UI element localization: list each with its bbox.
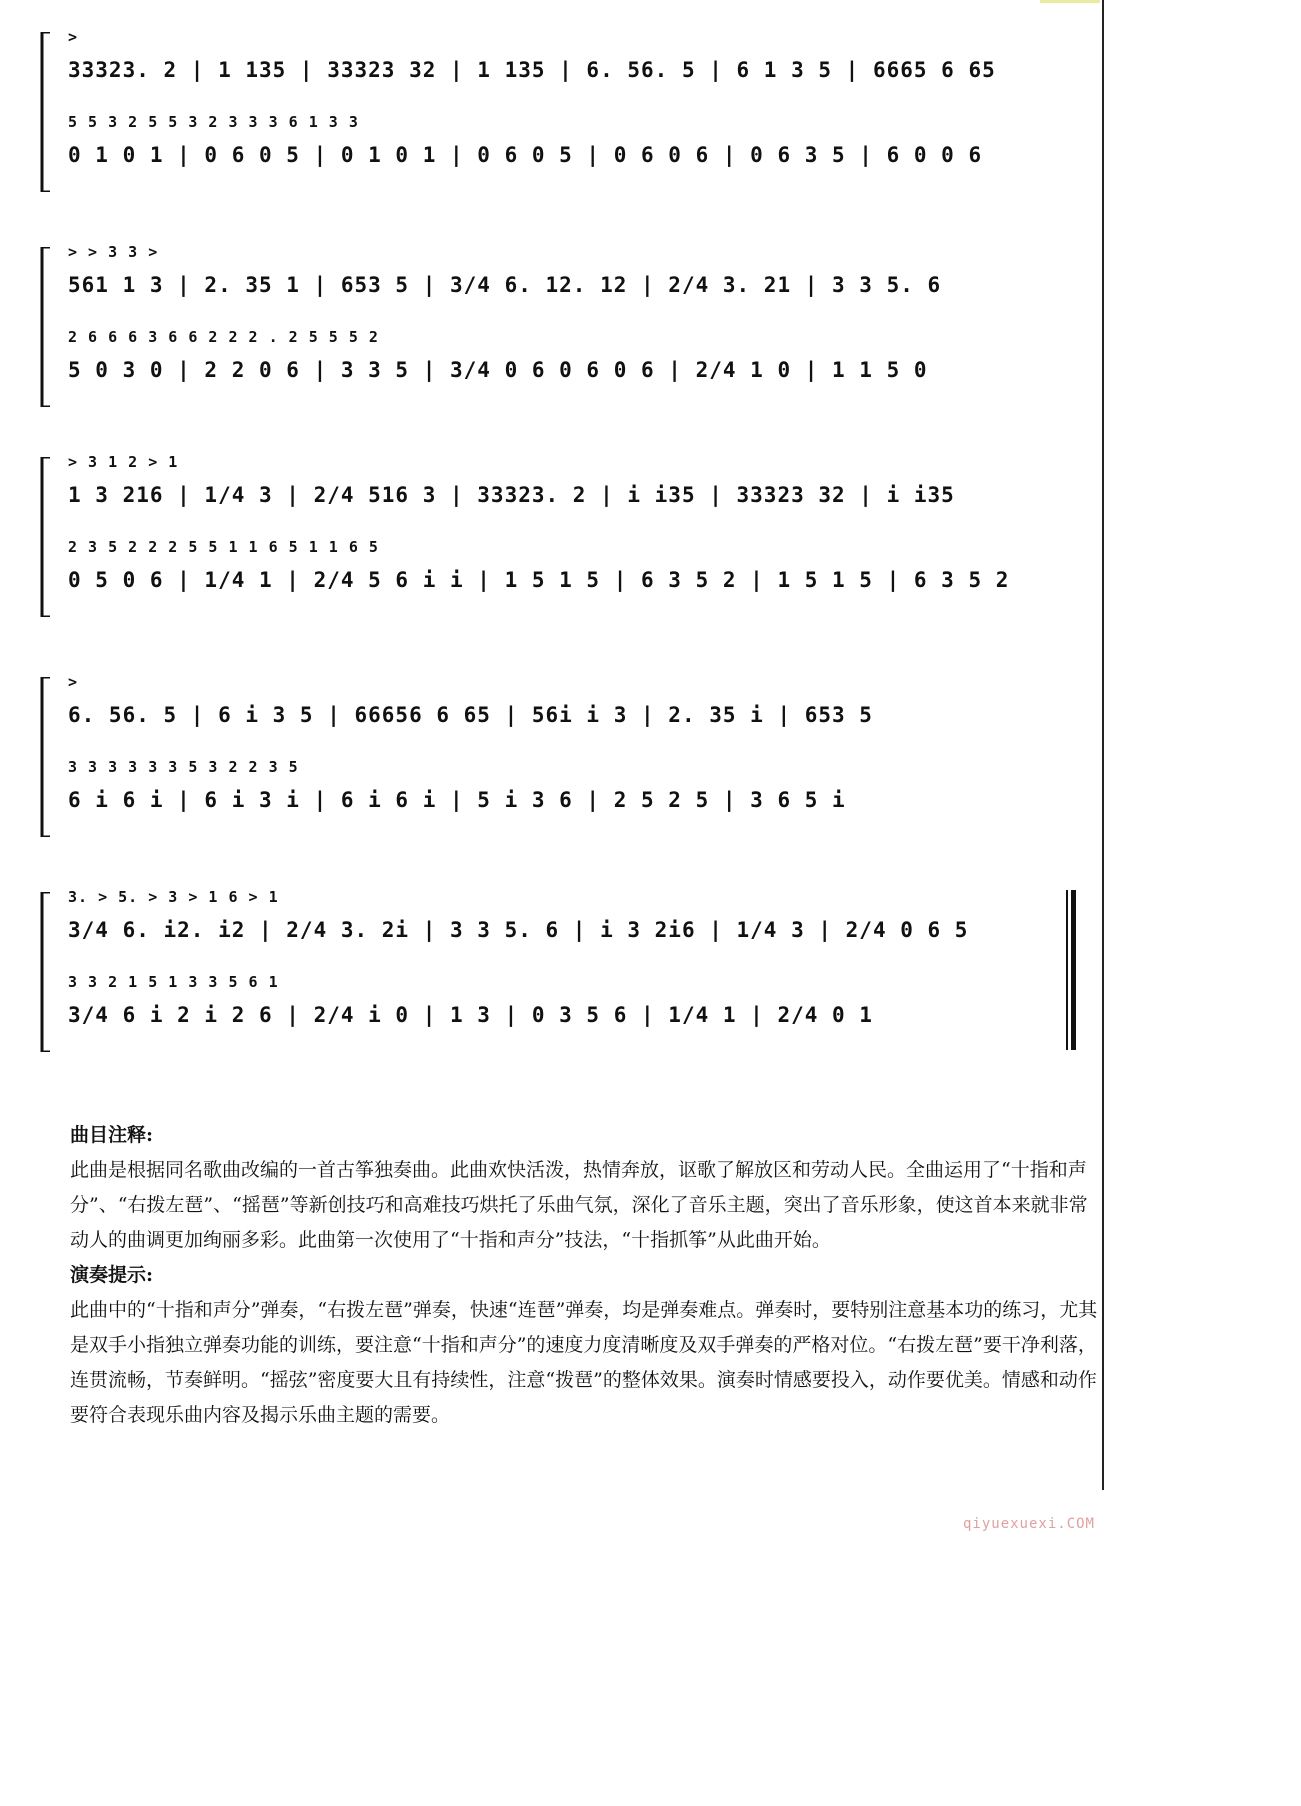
- system-brace: [38, 892, 52, 1052]
- annotation-title: 曲目注释:: [70, 1124, 154, 1146]
- upper-staff-notes: 33323. 2 | 1 135 | 33323 32 | 1 135 | 6. 56. 5 | 6 1 3 5 | 6665 6 65: [68, 58, 996, 82]
- upper-marks: > 3 1 2 > 1: [68, 453, 179, 471]
- lower-staff-row: [60, 750, 1088, 830]
- system-brace: [38, 457, 52, 617]
- top-edge-mark: [1040, 0, 1100, 3]
- final-barline-thin: [1066, 890, 1068, 1050]
- lower-staff-notes: 5 0 3 0 | 2 2 0 6 | 3 3 5 | 3/4 0 6 0 6 0 6 | 2/4 1 0 | 1 1 5 0: [68, 358, 928, 382]
- upper-marks: >: [68, 28, 79, 46]
- upper-staff-row: [60, 665, 1088, 745]
- system-brace: [38, 677, 52, 837]
- site-watermark: qiyuexuexi.COM: [962, 1516, 1095, 1532]
- upper-staff-notes: 6. 56. 5 | 6 i 3 5 | 66656 6 65 | 56i i 3 | 2. 35 i | 653 5: [68, 703, 873, 727]
- score-system: [38, 880, 1088, 1065]
- lower-staff-notes: 0 5 0 6 | 1/4 1 | 2/4 5 6 i i | 1 5 1 5 | 6 3 5 2 | 1 5 1 5 | 6 3 5 2: [68, 568, 1010, 592]
- score-system: [38, 445, 1088, 630]
- lower-marks: 3 3 2 1 5 1 3 3 5 6 1: [68, 973, 279, 991]
- lower-marks: 2 3 5 2 2 2 5 5 1 1 6 5 1 1 6 5: [68, 538, 379, 556]
- score-system: [38, 20, 1088, 205]
- lower-staff-notes: 3/4 6 i 2 i 2 6 | 2/4 i 0 | 1 3 | 0 3 5 6 | 1/4 1 | 2/4 0 1: [68, 1003, 873, 1027]
- system-brace: [38, 247, 52, 407]
- tips-title: 演奏提示:: [70, 1264, 154, 1286]
- upper-staff-notes: 3/4 6. i2. i2 | 2/4 3. 2i | 3 3 5. 6 | i 3 2i6 | 1/4 3 | 2/4 0 6 5: [68, 918, 969, 942]
- upper-staff-row: [60, 20, 1088, 100]
- lower-staff-row: [60, 105, 1088, 185]
- notes-section: [70, 1118, 1100, 1433]
- lower-staff-notes: 6 i 6 i | 6 i 3 i | 6 i 6 i | 5 i 3 6 | 2 5 2 5 | 3 6 5 i: [68, 788, 846, 812]
- lower-staff-notes: 0 1 0 1 | 0 6 0 5 | 0 1 0 1 | 0 6 0 5 | 0 6 0 6 | 0 6 3 5 | 6 0 0 6: [68, 143, 983, 167]
- lower-staff-row: [60, 320, 1088, 400]
- score-system: [38, 235, 1088, 420]
- final-barline: [1071, 890, 1076, 1050]
- upper-marks: >: [68, 673, 79, 691]
- upper-staff-row: [60, 445, 1088, 525]
- lower-staff-row: [60, 530, 1088, 610]
- page-right-border: [1102, 0, 1104, 1490]
- score-system: [38, 665, 1088, 850]
- system-brace: [38, 32, 52, 192]
- upper-marks: 3. > 5. > 3 > 1 6 > 1: [68, 888, 279, 906]
- tips-body: 此曲中的“十指和声分”弹奏，“右拨左琶”弹奏，快速“连琶”弹奏，均是弹奏难点。弹奏时，要特别注意基本功的练习，尤其是双手小指独立弹奏功能的训练，要注意“十指和声分”的速度力度清晰度及双手弹奏的严格对位。“右拨左琶”要干净利落，连贯流畅，节奏鲜明。“摇弦”密度要大且有持续性，注意“拨琶”的整体效果。演奏时情感要投入，动作要优美。情感和动作要符合表现乐曲内容及揭示乐曲主题的需要。: [70, 1299, 1098, 1426]
- upper-staff-notes: 561 1 3 | 2. 35 1 | 653 5 | 3/4 6. 12. 12 | 2/4 3. 21 | 3 3 5. 6: [68, 273, 942, 297]
- lower-staff-row: [60, 965, 1088, 1045]
- lower-marks: 3 3 3 3 3 3 5 3 2 2 3 5: [68, 758, 299, 776]
- upper-staff-notes: 1 3 216 | 1/4 3 | 2/4 516 3 | 33323. 2 | i i35 | 33323 32 | i i35: [68, 483, 955, 507]
- lower-marks: 2 6 6 6 3 6 6 2 2 2 . 2 5 5 5 2: [68, 328, 379, 346]
- upper-staff-row: [60, 880, 1088, 960]
- annotation-body: 此曲是根据同名歌曲改编的一首古筝独奏曲。此曲欢快活泼，热情奔放，讴歌了解放区和劳动人民。全曲运用了“十指和声分”、“右拨左琶”、“摇琶”等新创技巧和高难技巧烘托了乐曲气氛，深化了音乐主题，突出了音乐形象，使这首本来就非常动人的曲调更加绚丽多彩。此曲第一次使用了“十指和声分”技法，“十指抓筝”从此曲开始。: [70, 1159, 1088, 1251]
- lower-marks: 5 5 3 2 5 5 3 2 3 3 3 6 1 3 3: [68, 113, 359, 131]
- upper-marks: > > 3 3 >: [68, 243, 159, 261]
- upper-staff-row: [60, 235, 1088, 315]
